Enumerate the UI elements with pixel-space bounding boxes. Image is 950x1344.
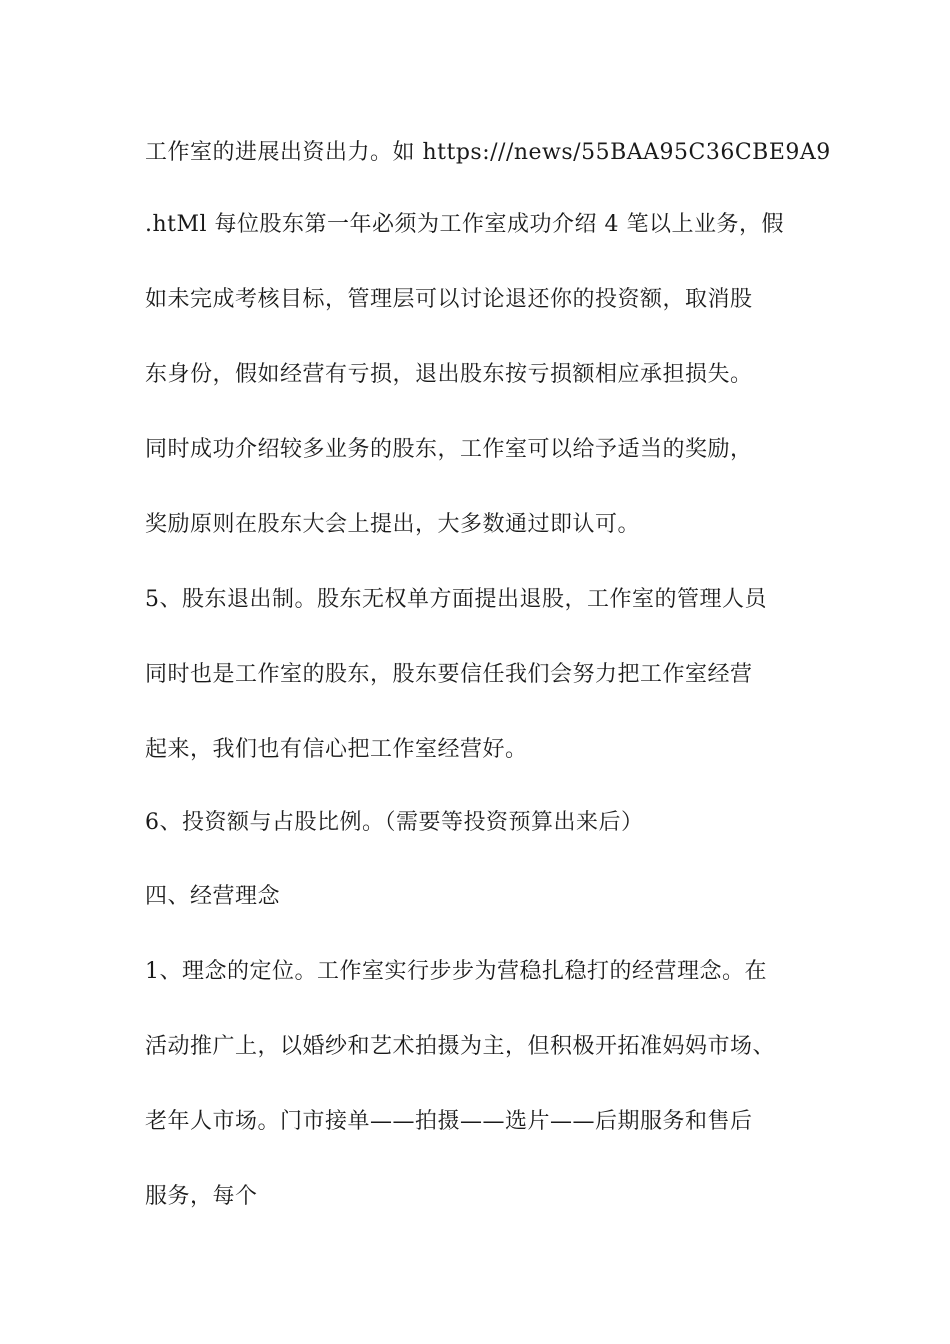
text-line-2: .htMl 每位股东第一年必须为工作室成功介绍 4 笔以上业务，假: [145, 212, 785, 237]
text-line-1: 工作室的进展出资出力。如 https:///news/55BAA95C36CBE9A9: [145, 140, 831, 165]
text-line-13: 活动推广上，以婚纱和艺术拍摄为主，但积极开拓准妈妈市场、: [145, 1034, 776, 1059]
text-line-6: 奖励原则在股东大会上提出，大多数通过即认可。: [145, 512, 641, 537]
text-line-9: 起来，我们也有信心把工作室经营好。: [145, 737, 528, 762]
text-line-10: 6、投资额与占股比例。（需要等投资预算出来后）: [145, 810, 644, 835]
text-line-7: 5、股东退出制。股东无权单方面提出退股，工作室的管理人员: [145, 587, 767, 612]
section-heading: 四、经营理念: [145, 884, 281, 909]
text-line-15: 服务，每个: [145, 1184, 258, 1209]
text-line-4: 东身份，假如经营有亏损，退出股东按亏损额相应承担损失。: [145, 362, 753, 387]
text-line-12: 1、理念的定位。工作室实行步步为营稳扎稳打的经营理念。在: [145, 959, 767, 984]
text-line-3: 如未完成考核目标，管理层可以讨论退还你的投资额，取消股: [145, 287, 753, 312]
text-line-8: 同时也是工作室的股东，股东要信任我们会努力把工作室经营: [145, 662, 753, 687]
text-line-14: 老年人市场。门市接单——拍摄——选片——后期服务和售后: [145, 1109, 753, 1134]
text-line-5: 同时成功介绍较多业务的股东，工作室可以给予适当的奖励，: [145, 437, 753, 462]
